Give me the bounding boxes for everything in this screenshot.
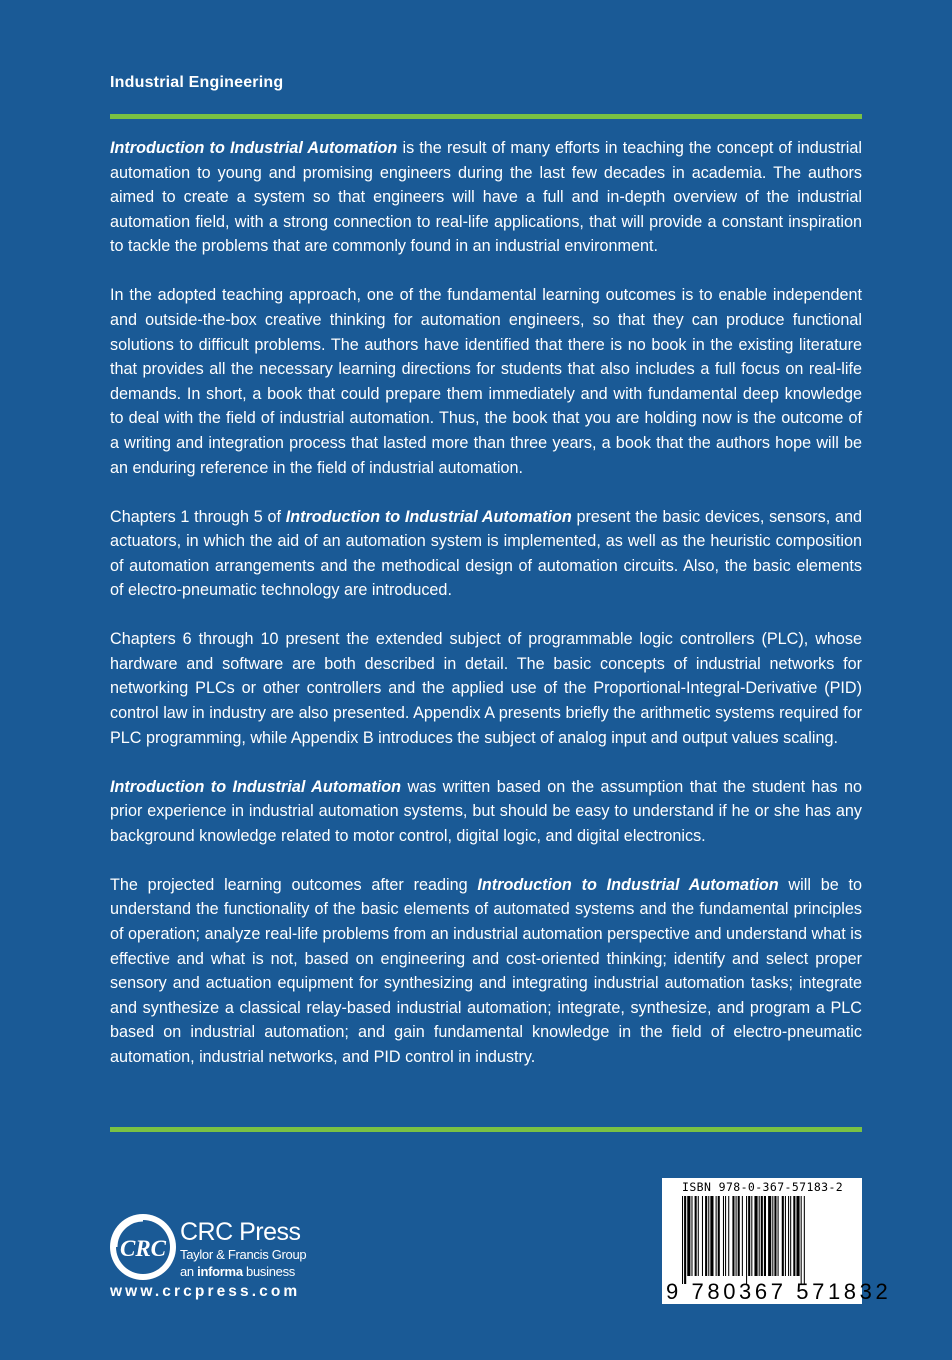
- barcode-bar: [725, 1196, 726, 1276]
- barcode-bar: [705, 1196, 707, 1276]
- book-title: Introduction to Industrial Automation: [285, 507, 572, 526]
- publisher-group: Taylor & Francis Group: [180, 1247, 307, 1262]
- barcode-bar: [718, 1196, 720, 1276]
- barcode-bar: [716, 1196, 717, 1276]
- barcode-bar: [691, 1196, 692, 1276]
- barcode-bar: [736, 1196, 737, 1276]
- barcode-bar: [761, 1196, 763, 1276]
- barcode-bar: [759, 1196, 760, 1276]
- paragraph-3: Chapters 1 through 5 of Introduction to Industrial Automation present the basic devices, sensors, and actuators, in which the aid of an automation system is implemented, as well as the heuristic composition of automation arrangements and the methodical design of automation circuits. Also, the basic elements of electro-pneumatic technology are introduced.: [110, 507, 863, 600]
- barcode-bar: [772, 1196, 773, 1276]
- barcode-bar: [751, 1196, 752, 1276]
- barcode-bar: [723, 1196, 724, 1276]
- barcode-bar: [754, 1196, 757, 1276]
- publisher-website[interactable]: www.crcpress.com: [110, 1283, 301, 1300]
- informa-tagline: an informa business: [180, 1264, 295, 1279]
- paragraph-6: The projected learning outcomes after reading Introduction to Industrial Automation will be to understand the functionality of the basic elements of automated systems and the fundamental principles of operation; analyze real-life problems from an industrial automation perspective and understand what is effective and what is not, based on engineering and cost-oriented thinking; identify and select proper sensory and actuation equipment for synthesizing and integrating industrial automation tasks; integrate and synthesize a classical relay-based industrial automation; integrate, synthesize, and program a PLC based on industrial automation; and gain fundamental knowledge in the field of electro-pneumatic automation, industrial networks, and PID control in industry.: [110, 875, 863, 1066]
- barcode-bar: [702, 1196, 703, 1276]
- category-label: Industrial Engineering: [110, 74, 284, 91]
- bottom-divider: [110, 1127, 862, 1132]
- barcode-bar: [796, 1196, 799, 1276]
- barcode-bar: [710, 1196, 713, 1276]
- logo-text: CRC: [119, 1236, 167, 1261]
- barcode-bar: [695, 1196, 697, 1276]
- barcode-bar: [774, 1196, 776, 1276]
- barcode-bar: [782, 1196, 784, 1276]
- barcode-bar: [801, 1196, 802, 1284]
- isbn-label: ISBN 978-0-367-57183-2: [682, 1180, 844, 1194]
- paragraph-5: Introduction to Industrial Automation was written based on the assumption that the student has no prior experience in industrial automation systems, but should be easy to understand if he or she has any background knowledge related to motor control, digital logic, and digital electronics.: [110, 777, 862, 845]
- paragraph-1: Introduction to Industrial Automation is the result of many efforts in teaching the concept of industrial automation to young and promising engineers during the last few decades in academia. The authors aimed to create a system so that engineers will have a full and in-depth overview of the industrial automation field, with a strong connection to real-life applications, that will provide a constant inspiration to tackle the problems that are commonly found in an industrial environment.: [110, 139, 862, 256]
- barcode-bar: [746, 1196, 747, 1284]
- barcode-bar: [687, 1196, 690, 1276]
- barcode-bar: [738, 1196, 740, 1276]
- barcode-bar: [804, 1196, 805, 1284]
- barcode-bar: [728, 1196, 729, 1276]
- isbn-barcode: [662, 1178, 892, 1304]
- book-title: Introduction to Industrial Automation: [477, 875, 779, 894]
- top-divider: [110, 114, 862, 119]
- barcode-bar: [768, 1196, 771, 1276]
- barcode-bar: [732, 1196, 734, 1276]
- barcode-bar: [684, 1196, 686, 1284]
- barcode-bar: [748, 1196, 750, 1276]
- barcode-bar: [785, 1196, 786, 1276]
- barcode-bar: [698, 1196, 699, 1276]
- book-title: Introduction to Industrial Automation: [110, 139, 398, 157]
- isbn-digits: 9 780367 571832: [666, 1279, 892, 1304]
- back-cover-blurb: [110, 136, 862, 1094]
- paragraph-2: In the adopted teaching approach, one of the fundamental learning outcomes is to enable independent and outside-the-box creative thinking for automation engineers, so that they can produce functional solutions to difficult problems. The authors have identified that there is no book in the existing literature that provides all the necessary learning directions for students that also includes a full focus on real-life demands. In short, a book that could prepare them immediately and with fundamental deep knowledge to deal with the field of industrial automation. Thus, the book that you are holding now is the outcome of a writing and integration process that lasted more than three years, a book that the authors hope will be an enduring reference in the field of industrial automation.: [110, 286, 862, 477]
- barcode-bars-icon: [682, 1196, 848, 1284]
- barcode-bar: [682, 1196, 683, 1284]
- barcode-bar: [708, 1196, 709, 1276]
- paragraph-4: Chapters 6 through 10 present the extended subject of programmable logic controllers (PLC), whose hardware and software are both described in detail. The basic concepts of industrial networks for networking PLCs or other controllers and the applied use of the Proportional-Integral-Derivative (PID) control law in industry are also presented. Appendix A presents briefly the arithmetic systems required for PLC programming, while Appendix B introduces the subject of analog input and output values scaling.: [110, 630, 862, 747]
- barcode-bar: [790, 1196, 791, 1276]
- book-title: Introduction to Industrial Automation: [110, 777, 402, 796]
- crc-logo-icon: [108, 1212, 178, 1282]
- barcode-bar: [742, 1196, 743, 1276]
- publisher-name: CRC Press: [180, 1218, 301, 1246]
- barcode-bar: [778, 1196, 779, 1276]
- barcode-bar: [788, 1196, 789, 1276]
- barcode-bar: [793, 1196, 795, 1276]
- barcode-bar: [764, 1196, 766, 1276]
- publisher-block: [180, 1218, 306, 1280]
